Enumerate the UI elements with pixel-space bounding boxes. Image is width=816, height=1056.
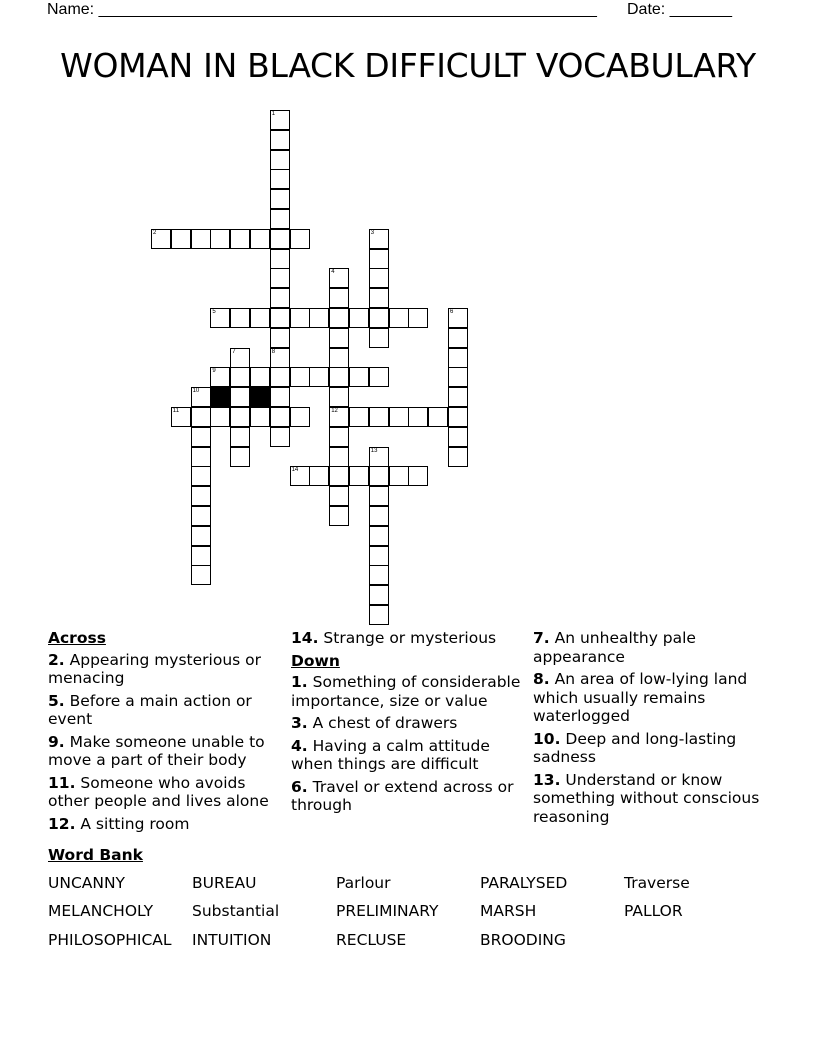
- grid-cell[interactable]: [329, 308, 349, 328]
- grid-cell[interactable]: [329, 447, 349, 467]
- grid-cell-blocked: [210, 387, 230, 407]
- grid-cell[interactable]: [270, 348, 290, 368]
- word-bank-item: UNCANNY: [48, 874, 126, 892]
- clue-number: 12: [331, 408, 338, 414]
- grid-cell[interactable]: [230, 348, 250, 368]
- page-title: WOMAN IN BLACK DIFFICULT VOCABULARY: [60, 46, 756, 85]
- grid-cell[interactable]: [309, 308, 329, 328]
- grid-cell[interactable]: [329, 367, 349, 387]
- grid-cell[interactable]: [369, 565, 389, 585]
- grid-cell[interactable]: [210, 407, 230, 427]
- grid-cell[interactable]: [448, 308, 468, 328]
- name-field[interactable]: Name: ________________________________________________________: [47, 1, 597, 18]
- word-bank-item: RECLUSE: [336, 931, 407, 949]
- grid-cell[interactable]: [270, 427, 290, 447]
- clue-number: 8: [271, 348, 276, 355]
- clue-number: 7: [232, 348, 236, 355]
- grid-cell[interactable]: [369, 466, 389, 486]
- clue-number: 3: [370, 229, 375, 236]
- clue-across-9: 9. Make someone unable to move a part of their body: [48, 732, 265, 769]
- clue-down-7: 7. An unhealthy pale appearance: [533, 629, 696, 666]
- clue-across-12: 12. A sitting room: [48, 814, 190, 833]
- word-bank-item: PHILOSOPHICAL: [48, 931, 172, 949]
- grid-cell[interactable]: [329, 268, 349, 288]
- grid-cell[interactable]: [369, 268, 389, 288]
- grid-cell[interactable]: [270, 268, 290, 288]
- grid-cell[interactable]: [369, 328, 389, 348]
- grid-cell[interactable]: [448, 447, 468, 467]
- clues-column-3: [533, 629, 773, 830]
- word-bank-item: BUREAU: [192, 874, 257, 892]
- grid-cell[interactable]: [408, 466, 428, 486]
- across-heading: Across: [48, 629, 106, 647]
- grid-cell[interactable]: [408, 308, 428, 328]
- word-bank-item: MARSH: [480, 902, 537, 920]
- clue-down-6: 6. Travel or extend across or through: [291, 777, 514, 814]
- grid-cell[interactable]: [369, 585, 389, 605]
- grid-cell[interactable]: [230, 308, 250, 328]
- word-bank-item: PRELIMINARY: [336, 902, 439, 920]
- grid-cell[interactable]: [290, 229, 310, 249]
- grid-cell[interactable]: [270, 130, 290, 150]
- grid-cell[interactable]: [448, 407, 468, 427]
- grid-cell[interactable]: [369, 308, 389, 328]
- word-bank-heading: Word Bank: [48, 846, 143, 864]
- clue-number: 11: [172, 408, 180, 414]
- grid-cell[interactable]: [191, 407, 211, 427]
- clue-number: 4: [331, 269, 335, 276]
- clues-column-1: [48, 629, 286, 837]
- grid-cell[interactable]: [270, 407, 290, 427]
- grid-cell[interactable]: [210, 229, 230, 249]
- grid-cell[interactable]: [290, 367, 310, 387]
- word-bank-item: PARALYSED: [480, 874, 568, 892]
- grid-cell[interactable]: [369, 546, 389, 566]
- grid-cell[interactable]: [151, 229, 171, 249]
- grid-cell[interactable]: [191, 229, 211, 249]
- grid-cell[interactable]: [408, 407, 428, 427]
- grid-cell[interactable]: [290, 308, 310, 328]
- grid-cell[interactable]: [428, 407, 448, 427]
- grid-cell[interactable]: [369, 447, 389, 467]
- grid-cell[interactable]: [329, 328, 349, 348]
- grid-cell[interactable]: [191, 546, 211, 566]
- grid-cell[interactable]: [270, 189, 290, 209]
- down-heading: Down: [291, 651, 340, 670]
- word-bank-item: BROODING: [480, 931, 566, 949]
- grid-cell[interactable]: [369, 229, 389, 249]
- grid-cell[interactable]: [329, 506, 349, 526]
- grid-cell[interactable]: [230, 447, 250, 467]
- grid-cell[interactable]: [191, 387, 211, 407]
- grid-cell[interactable]: [270, 387, 290, 407]
- grid-cell[interactable]: [171, 407, 191, 427]
- grid-cell[interactable]: [191, 486, 211, 506]
- grid-cell[interactable]: [230, 229, 250, 249]
- grid-cell[interactable]: [329, 407, 349, 427]
- word-bank-item: Traverse: [624, 874, 690, 892]
- grid-cell[interactable]: [329, 348, 349, 368]
- grid-cell[interactable]: [349, 308, 369, 328]
- grid-cell[interactable]: [270, 288, 290, 308]
- clue-across-2: 2. Appearing mysterious or menacing: [48, 650, 262, 687]
- grid-cell[interactable]: [369, 249, 389, 269]
- grid-cell[interactable]: [270, 229, 290, 249]
- clue-down-8: 8. An area of low-lying land which usually remains waterlogged: [533, 670, 748, 725]
- grid-cell-blocked: [250, 387, 270, 407]
- grid-cell[interactable]: [349, 466, 369, 486]
- grid-cell[interactable]: [369, 506, 389, 526]
- grid-cell[interactable]: [210, 367, 230, 387]
- clue-across-14: 14. Strange or mysterious: [291, 629, 497, 647]
- grid-cell[interactable]: [369, 486, 389, 506]
- grid-cell[interactable]: [290, 407, 310, 427]
- grid-cell[interactable]: [448, 367, 468, 387]
- grid-cell[interactable]: [250, 308, 270, 328]
- grid-cell[interactable]: [389, 407, 409, 427]
- clue-number: 10: [192, 388, 200, 395]
- grid-cell[interactable]: [329, 486, 349, 506]
- clue-number: 6: [450, 309, 454, 315]
- grid-cell[interactable]: [191, 565, 211, 585]
- grid-cell[interactable]: [369, 288, 389, 308]
- clue-down-4: 4. Having a calm attitude when things are difficult: [291, 736, 490, 773]
- grid-cell[interactable]: [369, 605, 389, 625]
- grid-cell[interactable]: [270, 367, 290, 387]
- clue-down-13: 13. Understand or know something without conscious reasoning: [533, 770, 760, 826]
- grid-cell[interactable]: [369, 407, 389, 427]
- grid-cell[interactable]: [250, 229, 270, 249]
- grid-cell[interactable]: [270, 209, 290, 229]
- grid-cell[interactable]: [448, 348, 468, 368]
- grid-cell[interactable]: [270, 308, 290, 328]
- clue-down-1: 1. Something of considerable importance, size or value: [291, 673, 521, 710]
- grid-cell[interactable]: [448, 328, 468, 348]
- grid-cell[interactable]: [250, 367, 270, 387]
- clues-column-2: [291, 629, 523, 819]
- clue-across-11: 11. Someone who avoids other people and lives alone: [48, 773, 269, 810]
- grid-cell[interactable]: [329, 288, 349, 308]
- word-bank-item: PALLOR: [624, 902, 683, 920]
- grid-cell[interactable]: [309, 466, 329, 486]
- clue-number: 14: [291, 467, 299, 474]
- word-bank-item: Substantial: [192, 902, 280, 920]
- grid-cell[interactable]: [270, 169, 290, 189]
- clue-number: 2: [153, 229, 157, 236]
- grid-cell[interactable]: [448, 387, 468, 407]
- grid-cell[interactable]: [309, 367, 329, 387]
- grid-cell[interactable]: [230, 427, 250, 447]
- grid-cell[interactable]: [191, 526, 211, 546]
- grid-cell[interactable]: [230, 407, 250, 427]
- clue-down-3: 3. A chest of drawers: [291, 714, 458, 732]
- clue-number: 1: [271, 111, 276, 117]
- grid-cell[interactable]: [171, 229, 191, 249]
- date-field[interactable]: Date: _______: [627, 1, 732, 18]
- grid-cell[interactable]: [230, 367, 250, 387]
- grid-cell[interactable]: [329, 427, 349, 447]
- grid-cell[interactable]: [270, 150, 290, 170]
- word-bank-item: INTUITION: [192, 931, 272, 949]
- grid-cell[interactable]: [369, 367, 389, 387]
- grid-cell[interactable]: [210, 308, 230, 328]
- grid-cell[interactable]: [389, 466, 409, 486]
- word-bank-item: Parlour: [336, 874, 391, 892]
- clue-number: 9: [212, 368, 216, 375]
- grid-cell[interactable]: [290, 466, 310, 486]
- grid-cell[interactable]: [191, 466, 211, 486]
- grid-cell[interactable]: [329, 387, 349, 407]
- grid-cell[interactable]: [270, 249, 290, 269]
- grid-cell[interactable]: [191, 447, 211, 467]
- clue-number: 13: [370, 447, 378, 454]
- grid-cell[interactable]: [270, 328, 290, 348]
- clue-number: 5: [212, 309, 216, 315]
- grid-cell[interactable]: [191, 506, 211, 526]
- grid-cell[interactable]: [448, 427, 468, 447]
- grid-cell[interactable]: [230, 387, 250, 407]
- grid-cell[interactable]: [329, 466, 349, 486]
- grid-cell[interactable]: [369, 526, 389, 546]
- grid-cell[interactable]: [349, 367, 369, 387]
- grid-cell[interactable]: [191, 427, 211, 447]
- grid-cell[interactable]: [270, 110, 290, 130]
- clue-across-5: 5. Before a main action or event: [48, 691, 252, 728]
- grid-cell[interactable]: [389, 308, 409, 328]
- word-bank-item: MELANCHOLY: [48, 902, 154, 920]
- grid-cell[interactable]: [250, 407, 270, 427]
- clue-down-10: 10. Deep and long-lasting sadness: [533, 729, 737, 766]
- grid-cell[interactable]: [349, 407, 369, 427]
